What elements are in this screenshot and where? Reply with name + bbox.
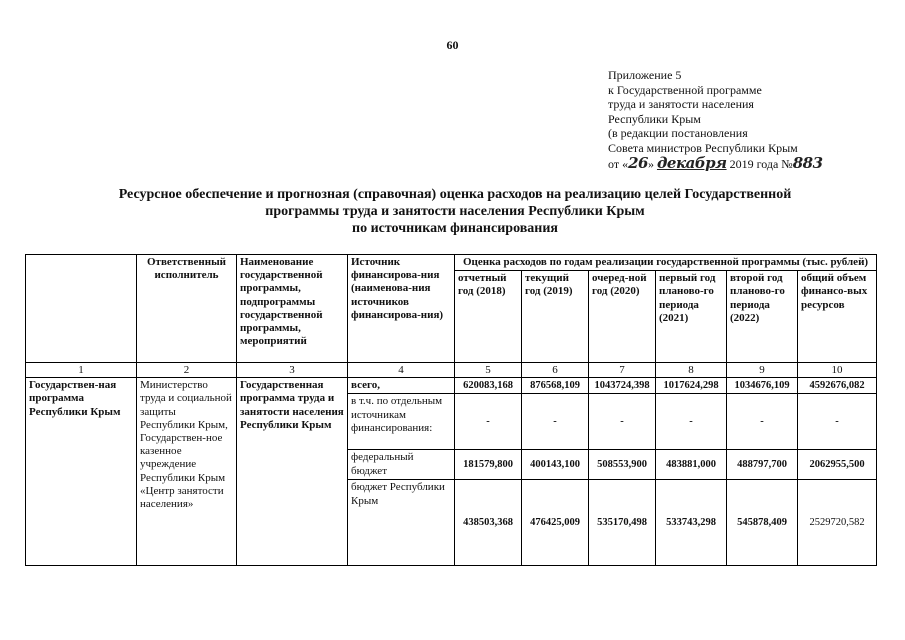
header-total: общий объем финансо-вых ресурсов xyxy=(798,271,877,363)
value-cell: 483881,000 xyxy=(656,450,727,480)
value-cell: 545878,409 xyxy=(727,480,798,566)
program-cell: Государствен-ная программа Республики Крым xyxy=(26,378,137,566)
header-year-2022: второй год планово-го периода (2022) xyxy=(727,271,798,363)
financing-table xyxy=(25,254,877,566)
appendix-line: Республики Крым xyxy=(608,111,701,126)
appendix-block xyxy=(608,68,868,171)
executor-cell: Министерство труда и социальной защиты Республики Крым, Государствен-ное казенное учреждение Республики Крым «Центр занятости населения» xyxy=(137,378,237,566)
column-number: 8 xyxy=(656,363,727,378)
source-cell: бюджет Республики Крым xyxy=(348,480,455,566)
header-year-2019: текущий год (2019) xyxy=(522,271,589,363)
value-cell: 181579,800 xyxy=(455,450,522,480)
date-year: 2019 года № xyxy=(726,156,793,171)
title-line: программы труда и занятости населения Республики Крым xyxy=(265,204,645,219)
header-source: Источник финансирова-ния (наименова-ния источников финансирова-ния) xyxy=(348,255,455,363)
column-number: 5 xyxy=(455,363,522,378)
handwritten-month: декабря xyxy=(656,153,727,172)
header-year-2020: очеред-ной год (2020) xyxy=(589,271,656,363)
appendix-line: Совета министров Республики Крым xyxy=(608,140,798,155)
value-cell: 438503,368 xyxy=(455,480,522,566)
header-year-2018: отчетный год (2018) xyxy=(455,271,522,363)
source-cell: всего, xyxy=(348,378,455,394)
handwritten-number: 883 xyxy=(792,153,823,172)
header-blank xyxy=(26,255,137,363)
handwritten-day: 26 xyxy=(628,153,648,172)
value-cell: - xyxy=(656,394,727,450)
header-estimate-group: Оценка расходов по годам реализации государственной программы (тыс. рублей) xyxy=(455,255,877,271)
value-cell: - xyxy=(798,394,877,450)
table-row xyxy=(26,378,877,394)
header-row xyxy=(26,255,877,271)
program-name-cell: Государственная программа труда и занятости населения Республики Крым xyxy=(237,378,348,566)
value-cell: - xyxy=(455,394,522,450)
appendix-line: Приложение 5 xyxy=(608,68,682,82)
column-number: 6 xyxy=(522,363,589,378)
column-number: 2 xyxy=(137,363,237,378)
column-number: 4 xyxy=(348,363,455,378)
value-cell: 488797,700 xyxy=(727,450,798,480)
appendix-line: (в редакции постановления xyxy=(608,126,748,141)
column-number: 9 xyxy=(727,363,798,378)
date-mid: » xyxy=(647,156,657,171)
header-program-name: Наименование государственной программы, подпрограммы государственной программы, мероприятий xyxy=(237,255,348,363)
value-cell: 400143,100 xyxy=(522,450,589,480)
source-cell: федеральный бюджет xyxy=(348,450,455,480)
title-line: Ресурсное обеспечение и прогнозная (справочная) оценка расходов на реализацию целей Государственной xyxy=(118,187,792,202)
column-numbers-row xyxy=(26,363,877,378)
value-cell: 533743,298 xyxy=(656,480,727,566)
column-number: 3 xyxy=(237,363,348,378)
value-cell: 508553,900 xyxy=(589,450,656,480)
column-number: 7 xyxy=(589,363,656,378)
value-cell: 2529720,582 xyxy=(798,480,877,566)
header-executor: Ответственный исполнитель xyxy=(137,255,237,363)
value-cell: - xyxy=(589,394,656,450)
document-title xyxy=(60,186,850,237)
value-cell: 1017624,298 xyxy=(656,378,727,394)
header-year-2021: первый год планово-го периода (2021) xyxy=(656,271,727,363)
value-cell: - xyxy=(522,394,589,450)
date-prefix: от « xyxy=(608,156,629,171)
value-cell: 535170,498 xyxy=(589,480,656,566)
value-cell: 1043724,398 xyxy=(589,378,656,394)
appendix-line: труда и занятости населения xyxy=(608,97,754,112)
value-cell: 876568,109 xyxy=(522,378,589,394)
value-cell: 476425,009 xyxy=(522,480,589,566)
page-number: 60 xyxy=(446,38,459,52)
column-number: 10 xyxy=(798,363,877,378)
value-cell: 620083,168 xyxy=(455,378,522,394)
value-cell: - xyxy=(727,394,798,450)
value-cell: 2062955,500 xyxy=(798,450,877,480)
value-cell: 4592676,082 xyxy=(798,378,877,394)
resolution-date-line xyxy=(608,153,868,172)
source-cell: в т.ч. по отдельным источникам финансирования: xyxy=(348,394,455,450)
title-line: по источникам финансирования xyxy=(352,221,558,236)
value-cell: 1034676,109 xyxy=(727,378,798,394)
appendix-line: к Государственной программе xyxy=(608,82,762,97)
column-number: 1 xyxy=(26,363,137,378)
